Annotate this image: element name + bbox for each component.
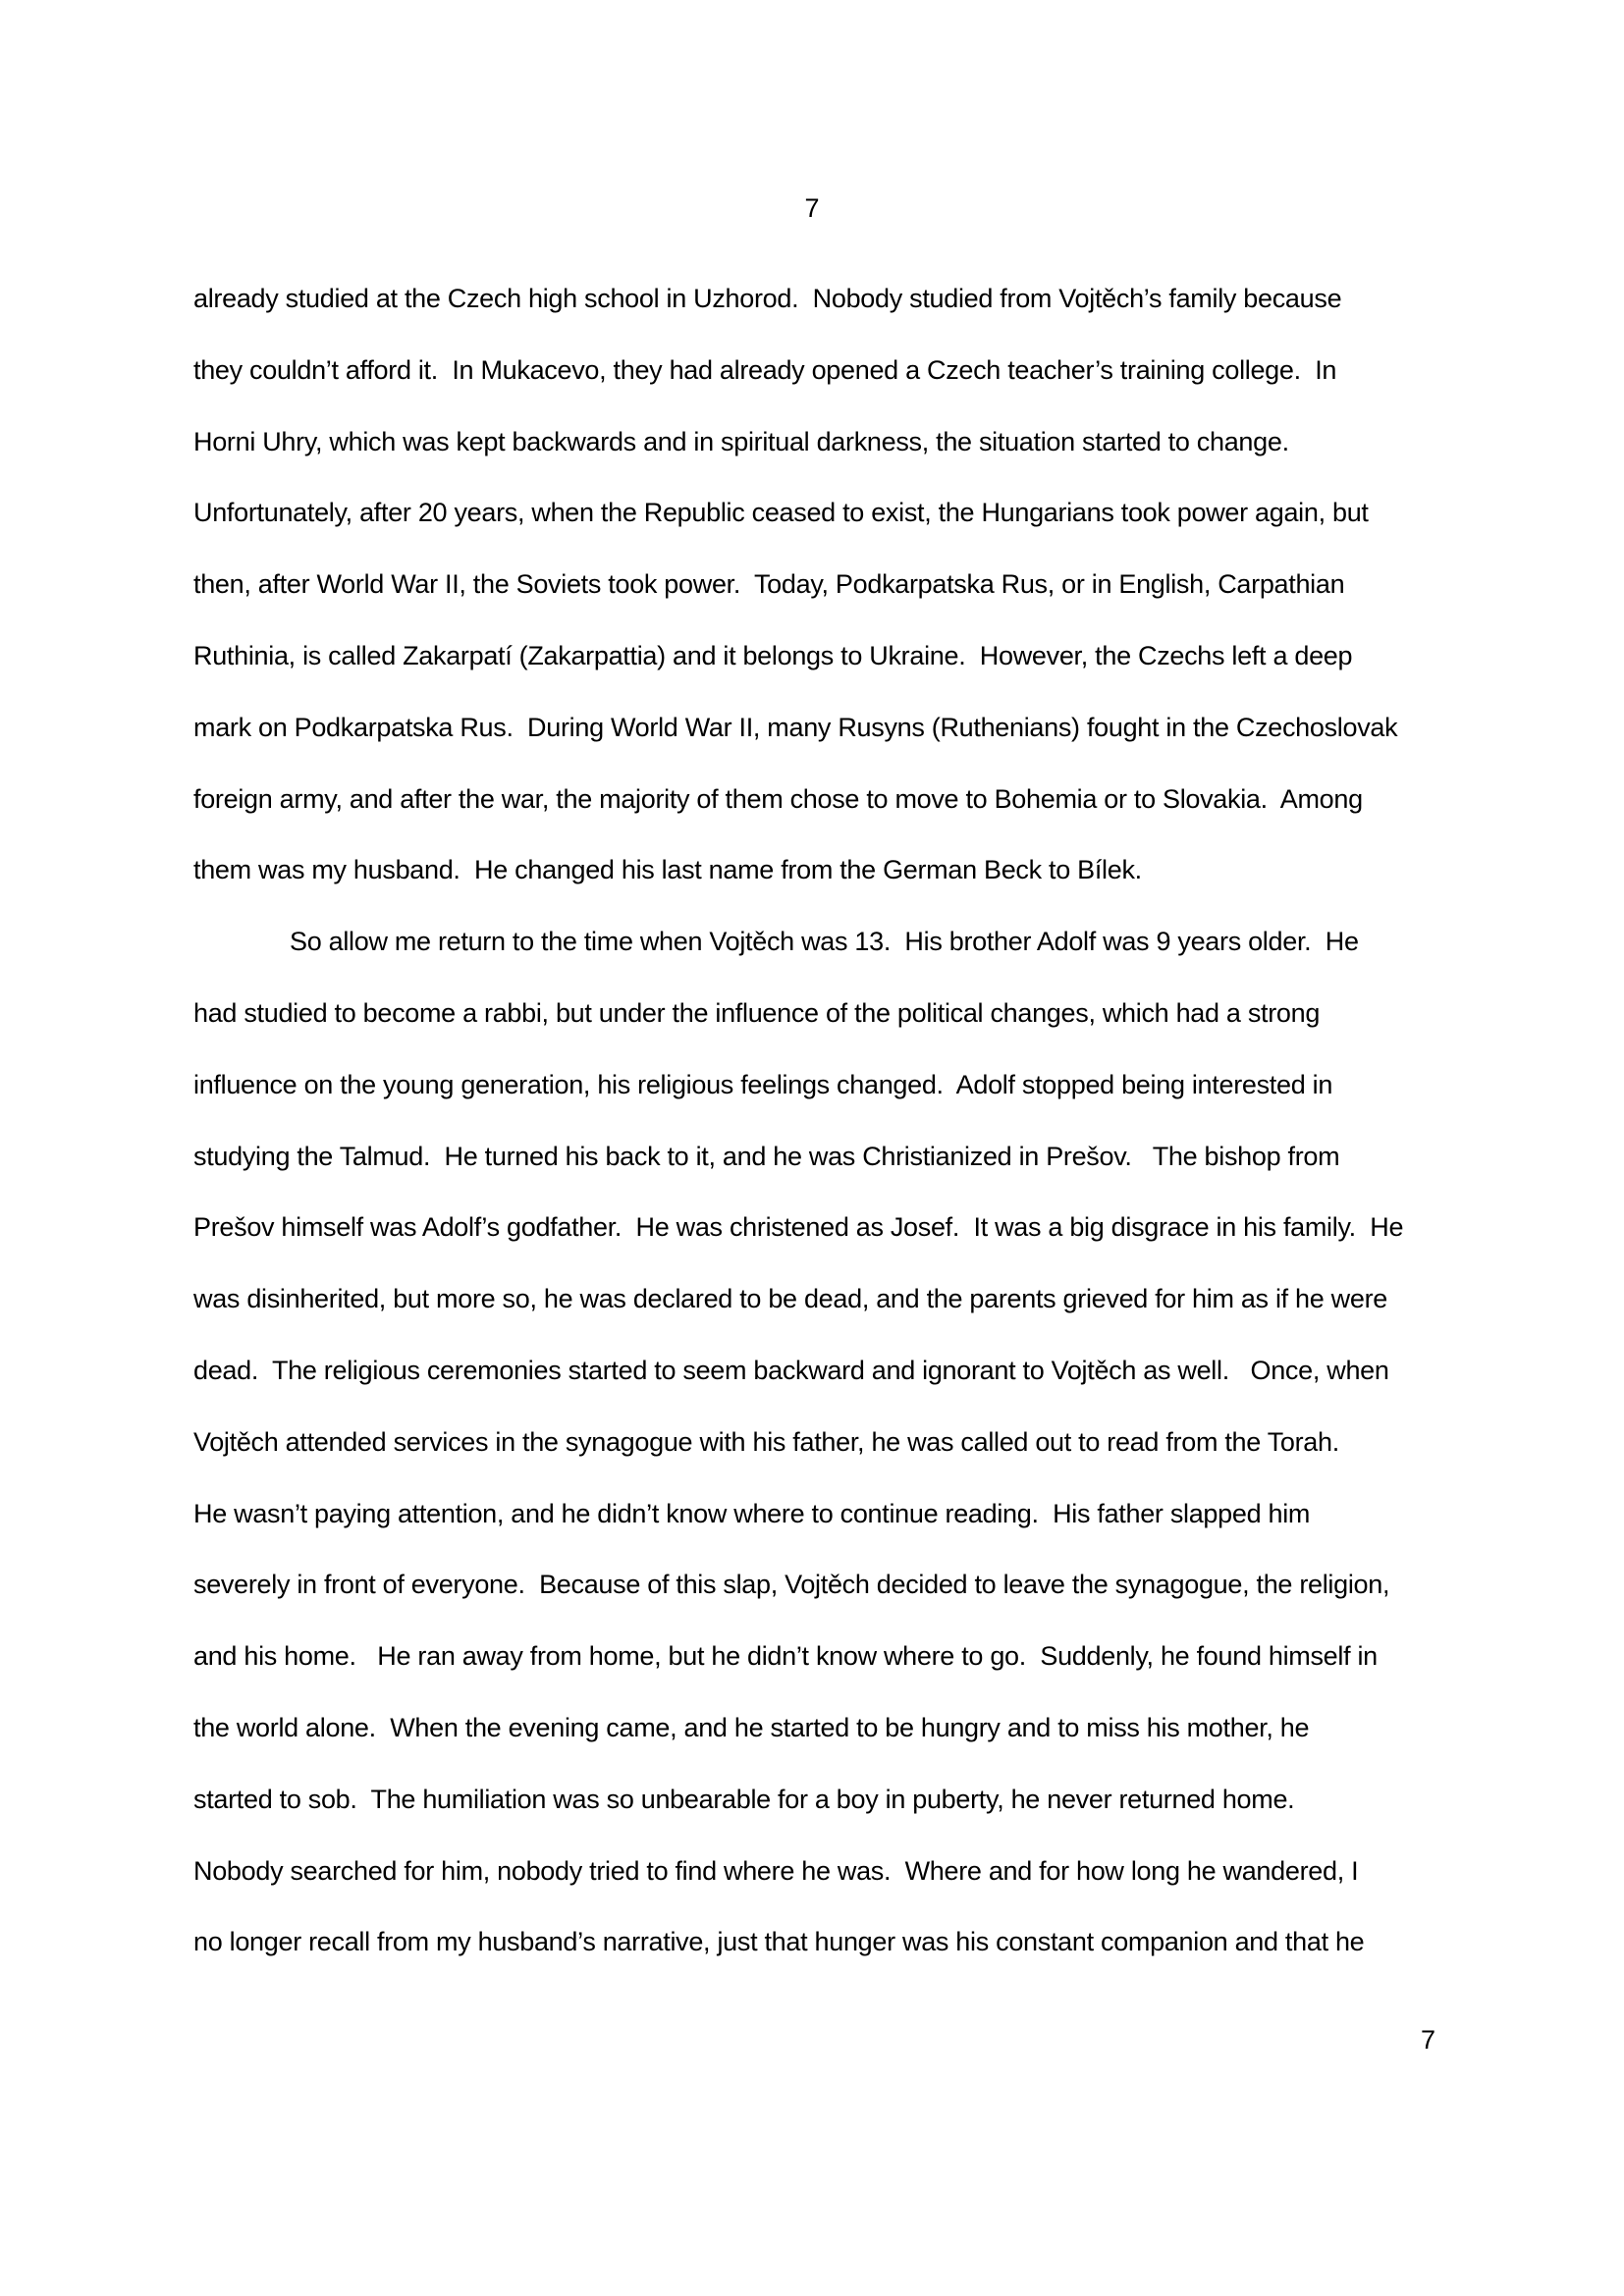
text-line: was disinherited, but more so, he was declared to be dead, and the parents grieved for him as if he were xyxy=(193,1284,1388,1314)
text-line: He wasn’t paying attention, and he didn’t know where to continue reading. His father slapped him xyxy=(193,1498,1311,1528)
text-line: Ruthinia, is called Zakarpatí (Zakarpattia) and it belongs to Ukraine. However, the Czechs left a deep xyxy=(193,640,1353,670)
text-line: started to sob. The humiliation was so unbearable for a boy in puberty, he never returned home. xyxy=(193,1784,1295,1814)
text-line: foreign army, and after the war, the majority of them chose to move to Bohemia or to Slovakia. Among xyxy=(193,783,1363,814)
text-line: studying the Talmud. He turned his back to it, and he was Christianized in Prešov. The bishop from xyxy=(193,1141,1340,1171)
text-line: and his home. He ran away from home, but he didn’t know where to go. Suddenly, he found himself in xyxy=(193,1641,1378,1672)
text-line: had studied to become a rabbi, but under the influence of the political changes, which had a strong xyxy=(193,997,1321,1028)
text-line: dead. The religious ceremonies started to seem backward and ignorant to Vojtěch as well. Once, when xyxy=(193,1355,1389,1385)
text-line: Unfortunately, after 20 years, when the Republic ceased to exist, the Hungarians took power again, but xyxy=(193,498,1369,528)
text-line: influence on the young generation, his religious feelings changed. Adolf stopped being interested in xyxy=(193,1069,1333,1099)
text-line: then, after World War II, the Soviets took power. Today, Podkarpatska Rus, or in English, Carpathian xyxy=(193,569,1345,600)
footer-page-number: 7 xyxy=(1420,2025,1435,2055)
text-line: Prešov himself was Adolf’s godfather. He was christened as Josef. It was a big disgrace in his family. He xyxy=(193,1212,1404,1243)
text-line: the world alone. When the evening came, and he started to be hungry and to miss his mother, he xyxy=(193,1712,1310,1742)
text-line-paragraph-start: So allow me return to the time when Vojtěch was 13. His brother Adolf was 9 years older. He xyxy=(290,927,1359,957)
text-line: them was my husband. He changed his last name from the German Beck to Bílek. xyxy=(193,855,1142,885)
text-line: mark on Podkarpatska Rus. During World War II, many Rusyns (Ruthenians) fought in the Czechoslovak xyxy=(193,712,1398,742)
text-line: no longer recall from my husband’s narrative, just that hunger was his constant companion and that he xyxy=(193,1927,1365,1957)
text-line: severely in front of everyone. Because of this slap, Vojtěch decided to leave the synagogue, the religion, xyxy=(193,1570,1390,1600)
text-line: already studied at the Czech high school in Uzhorod. Nobody studied from Vojtěch’s family because xyxy=(193,284,1342,313)
text-line: they couldn’t afford it. In Mukacevo, they had already opened a Czech teacher’s training college. In xyxy=(193,354,1337,385)
text-line: Vojtěch attended services in the synagogue with his father, he was called out to read from the Torah. xyxy=(193,1426,1339,1457)
header-page-number: 7 xyxy=(804,193,820,223)
text-line: Horni Uhry, which was kept backwards and in spiritual darkness, the situation started to change. xyxy=(193,426,1289,456)
body-text xyxy=(193,263,1460,1978)
text-line: Nobody searched for him, nobody tried to find where he was. Where and for how long he wandered, I xyxy=(193,1855,1359,1886)
